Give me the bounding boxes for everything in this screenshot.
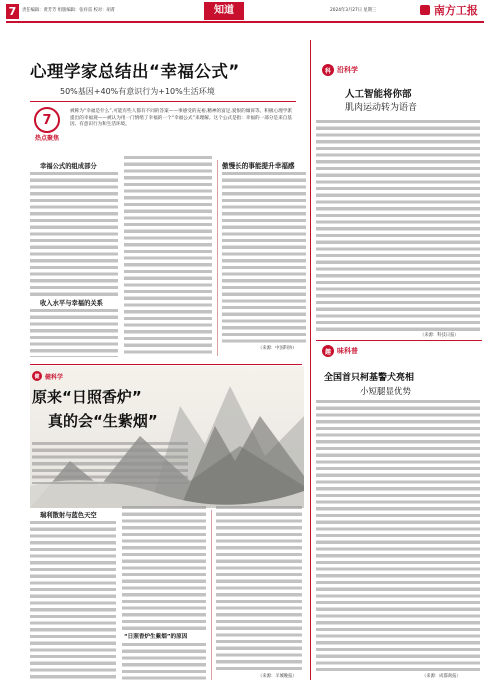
main-article-title: 心理学家总结出“幸福公式” (30, 62, 240, 81)
section-heading-formula: 幸福公式的组成部分 (40, 163, 97, 170)
left-bottom-source: （来源：羊城晚报） (258, 674, 297, 679)
left-bottom-title-1: 原来“日照香炉” (32, 388, 142, 406)
left-bottom-col1 (30, 521, 116, 681)
issue-date: 2024年3月27日 星期三 (330, 8, 377, 13)
section-heading-income: 收入水平与幸福的关系 (40, 300, 103, 307)
right-top-title-2: 肌肉运动转为语音 (345, 103, 418, 113)
rayleigh-heading: 瑞利散射与蓝色天空 (40, 512, 97, 519)
fun-science-badge: 趣 味科普 (322, 345, 358, 357)
hot-topic-badge: 7 热点聚焦 (30, 107, 64, 143)
right-top-title-1: 人工智能将你部 (345, 89, 412, 100)
right-bottom-rule (316, 340, 482, 341)
health-badge-icon: 健 (32, 371, 42, 381)
column-divider-3 (211, 510, 212, 680)
brand-logo: 南方工报 (420, 2, 486, 18)
left-bottom-intro (32, 442, 188, 484)
lower-section-rule (30, 364, 302, 365)
left-bottom-title-2: 真的会“生紫烟” (48, 412, 158, 430)
main-body-col1-b (30, 309, 118, 357)
left-bottom-col2-a (122, 506, 206, 630)
hot-topic-circle-icon: 7 (34, 107, 60, 133)
right-bottom-title-2: 小短腿显优势 (360, 387, 412, 397)
main-article-lead: 被称为“幸福是什么”,可能有些人都有不同的答案——事感受的充裕,精神的富足,爱恨的倾诉等。积极心理学派提出的幸福观——被认为用一门情绪了幸福的一个“幸福公式”来理解。这个公式是指：幸福的一部分是来自基因、有意识行为和生活环境。 (70, 109, 292, 128)
section-tab: 知道 (204, 2, 244, 20)
right-top-body (316, 120, 480, 332)
side-article-title: 傲慢长的事能提升幸福感 (222, 162, 295, 170)
right-bottom-title-1: 全国首只柯基警犬亮相 (324, 373, 415, 383)
masthead-rule (6, 21, 484, 23)
editors-line: 责任编辑：黄芳芳 组版编辑：张祥雷 校对：胡菁 (22, 8, 115, 13)
brand-mark-icon (420, 5, 430, 15)
main-article-subtitle: 50%基因+40%有意识行为+10%生活环境 (60, 87, 215, 96)
main-body-col2 (124, 156, 212, 356)
frontier-science-badge: 科 沿科学 (322, 64, 358, 76)
science-badge-icon: 科 (322, 64, 334, 76)
fun-badge-icon: 趣 (322, 345, 334, 357)
title-underline (30, 101, 296, 102)
incense-burner-heading: “日照香炉生紫烟”的原因 (124, 634, 188, 640)
page-number-badge: 7 (6, 4, 19, 19)
side-article-body (222, 172, 306, 344)
right-bottom-body (316, 400, 480, 672)
column-divider-1 (217, 160, 218, 356)
left-bottom-col3 (216, 506, 302, 672)
left-bottom-col2-b (122, 643, 206, 681)
side-article-source: （来源：中国科协） (258, 346, 297, 351)
masthead (0, 0, 490, 30)
main-body-col1-a (30, 172, 118, 296)
health-science-badge: 健 健科学 (32, 371, 63, 381)
right-bottom-source: （来源：成都商报） (422, 674, 461, 679)
column-divider-main (310, 40, 311, 680)
right-top-source: （来源：科技日报） (420, 333, 459, 338)
